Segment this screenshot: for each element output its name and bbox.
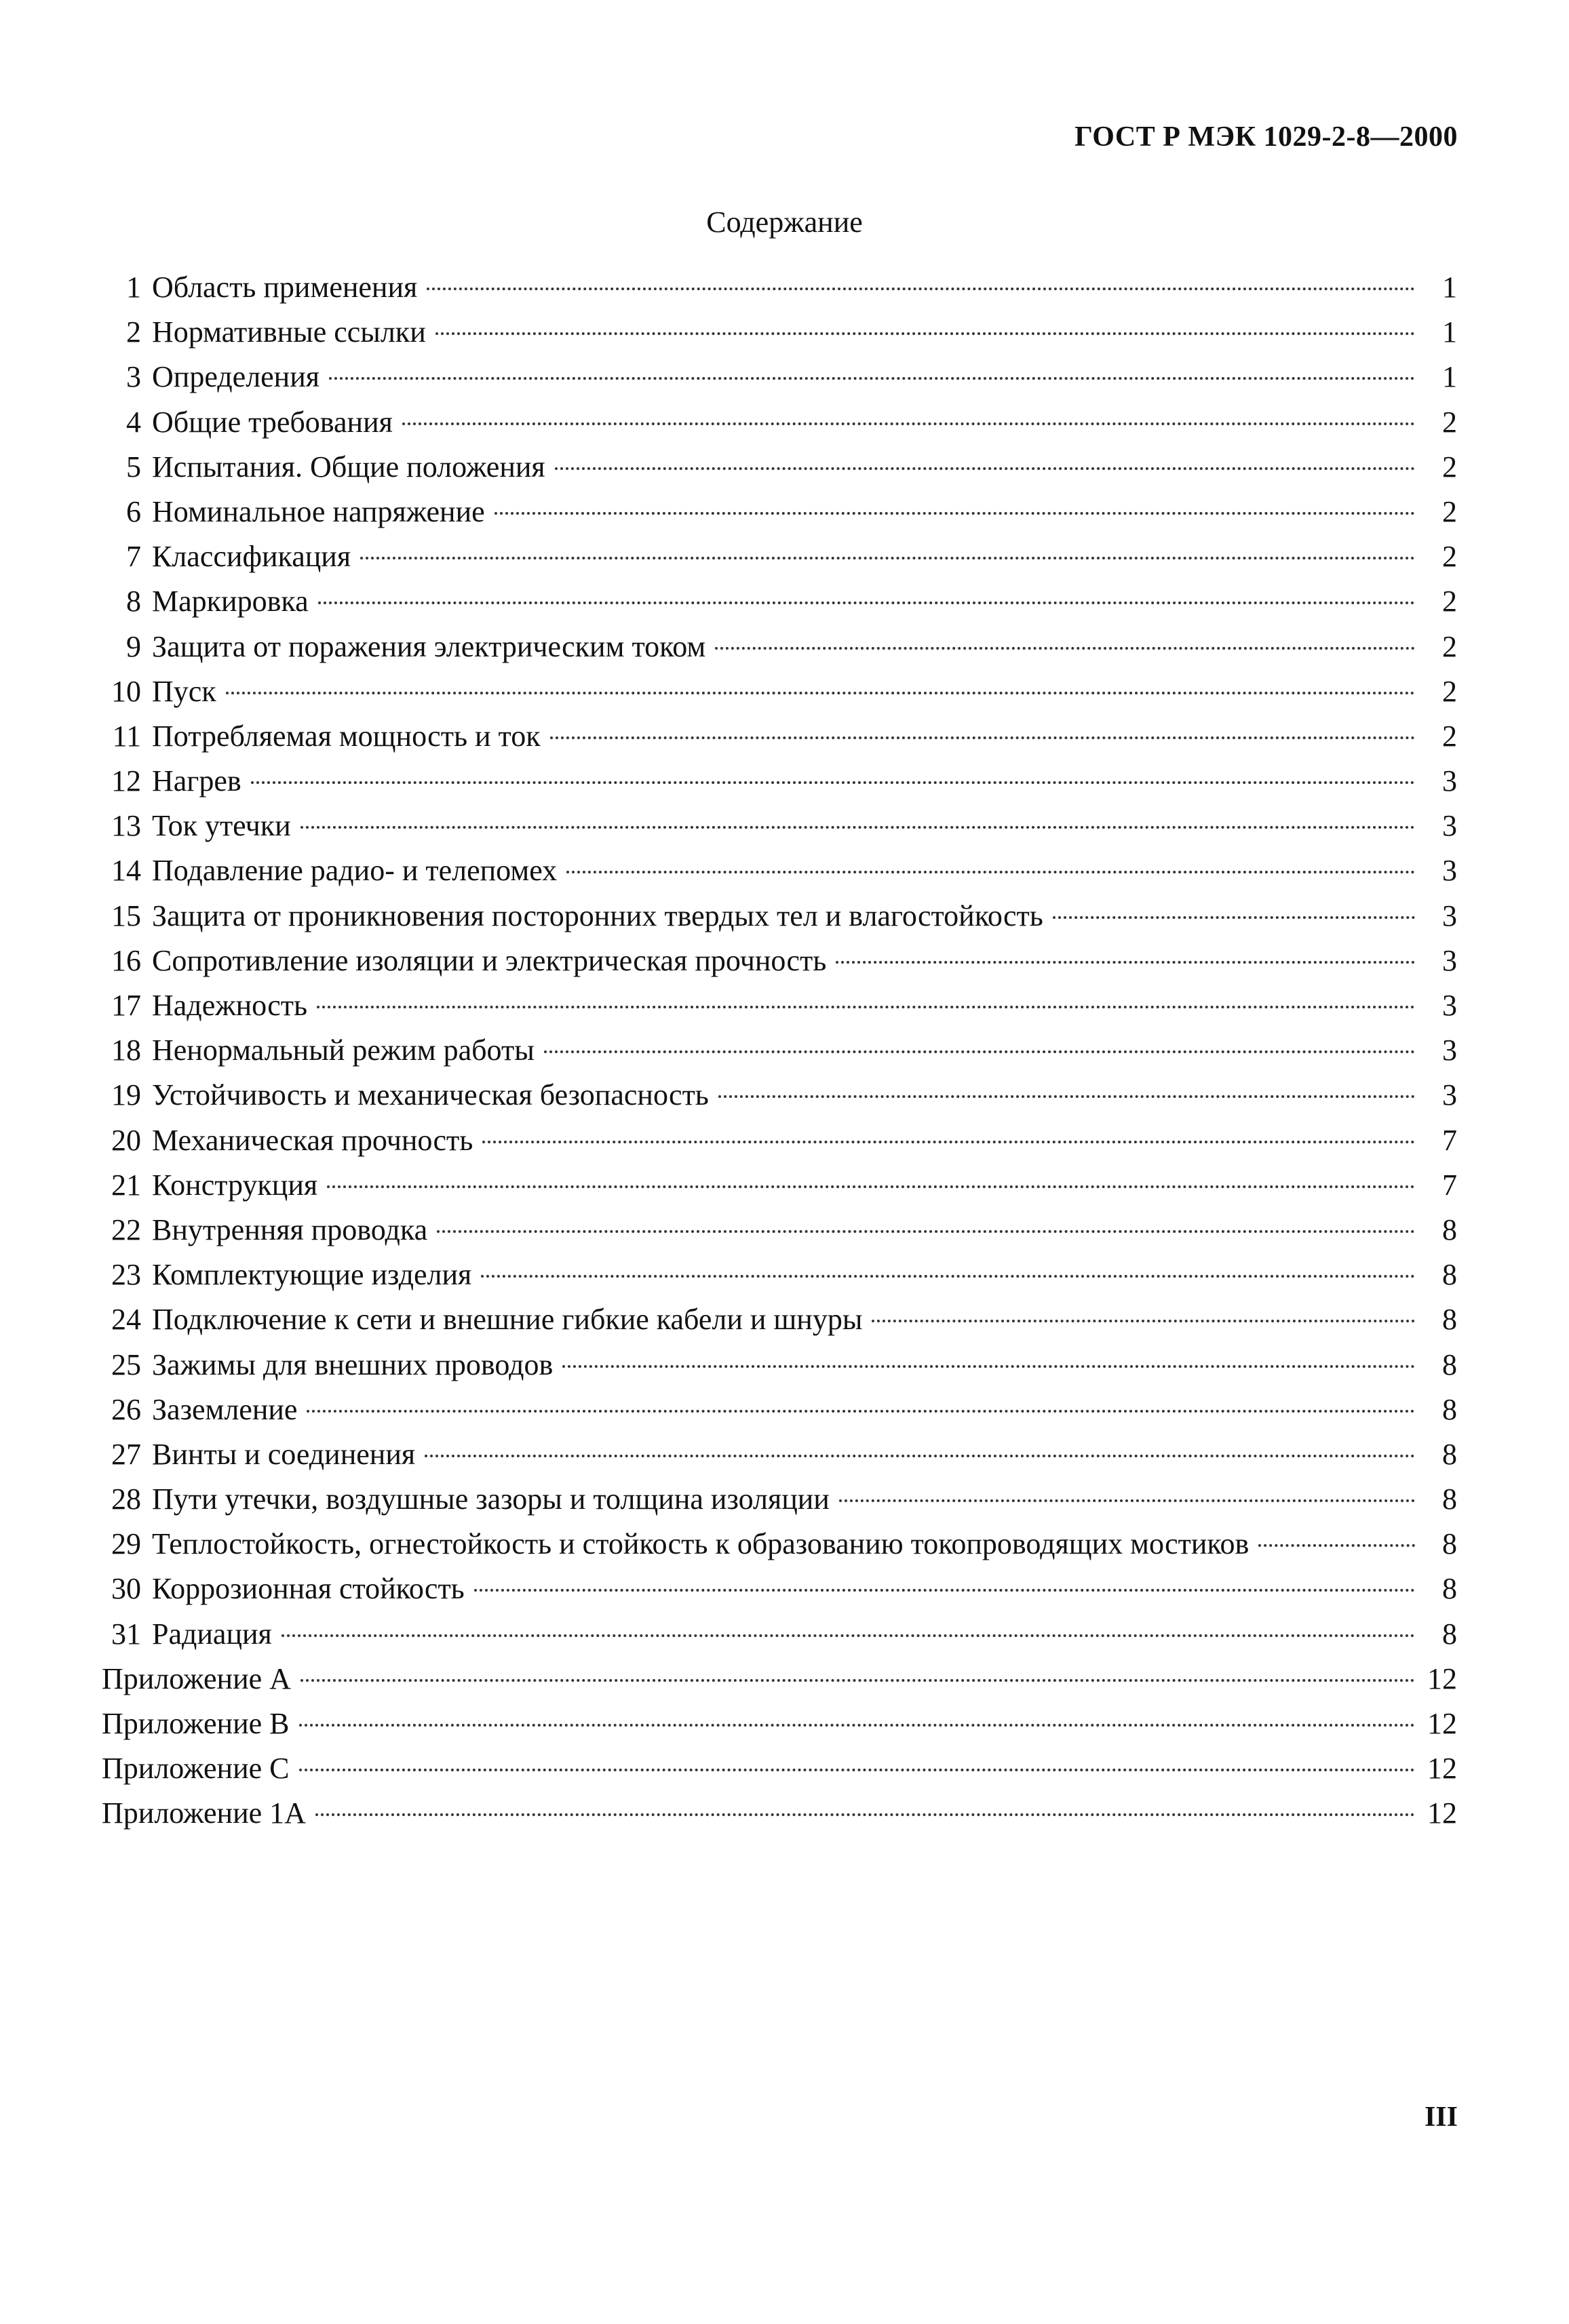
toc-entry-page: 2	[1442, 674, 1457, 708]
toc-entry-page: 8	[1442, 1303, 1457, 1337]
toc-entry	[102, 1661, 1457, 1706]
toc-entry-label: Заземление	[152, 1392, 298, 1426]
toc-entry	[102, 1751, 1457, 1796]
toc-entry-label: Ненормальный режим работы	[152, 1033, 535, 1067]
toc-entry-label: Приложение 1А	[102, 1796, 306, 1830]
toc-entry-number: 11	[112, 719, 141, 753]
toc-entry-number: 10	[111, 674, 141, 708]
toc-entry-page: 2	[1442, 719, 1457, 753]
dot-leader	[562, 1365, 1415, 1368]
toc-entry-page: 8	[1442, 1527, 1457, 1561]
toc-entry-page: 3	[1442, 764, 1457, 798]
toc-entry-page: 8	[1442, 1617, 1457, 1651]
toc-entry-number: 20	[111, 1123, 141, 1157]
toc-entry	[102, 1347, 1457, 1392]
toc-entry-number: 2	[126, 315, 141, 349]
toc-entry	[102, 899, 1457, 943]
dot-leader	[839, 1499, 1415, 1502]
toc-entry-label: Нормативные ссылки	[152, 315, 426, 349]
toc-entry-number: 22	[111, 1213, 141, 1246]
toc-entry-number: 21	[111, 1168, 141, 1202]
toc-entry-number: 27	[111, 1437, 141, 1471]
toc-entry-label: Надежность	[152, 989, 308, 1022]
toc-entry-number: 3	[126, 360, 141, 394]
toc-entry-label: Винты и соединения	[152, 1437, 416, 1471]
toc-entry	[102, 1482, 1457, 1527]
toc-entry-page: 3	[1442, 943, 1457, 977]
toc-entry	[102, 539, 1457, 584]
dot-leader	[402, 422, 1415, 425]
dot-leader	[872, 1320, 1415, 1322]
toc-entry-page: 7	[1442, 1123, 1457, 1157]
toc-entry-page: 12	[1427, 1752, 1457, 1786]
toc-entry-page: 8	[1442, 1213, 1457, 1246]
dot-leader	[317, 1006, 1415, 1008]
toc-entry-label: Определения	[152, 360, 320, 394]
toc-entry-label: Пуск	[152, 674, 216, 708]
toc-entry-label: Приложение В	[102, 1707, 290, 1740]
toc-entry-number: 17	[111, 989, 141, 1022]
toc-entry-page: 2	[1442, 585, 1457, 618]
toc-entry	[102, 315, 1457, 359]
toc-entry	[102, 1257, 1457, 1302]
toc-entry-number: 26	[111, 1392, 141, 1426]
dot-leader	[1053, 916, 1415, 919]
toc-entry-number: 7	[126, 540, 141, 574]
toc-entry-label: Приложение С	[102, 1752, 290, 1786]
toc-entry-page: 2	[1442, 629, 1457, 663]
page-number: III	[1424, 2102, 1458, 2133]
toc-entry-label: Внутренняя проводка	[152, 1213, 428, 1246]
dot-leader	[482, 1141, 1415, 1143]
toc-entry-page: 2	[1442, 450, 1457, 484]
dot-leader	[307, 1410, 1415, 1413]
toc-entry-label: Коррозионная стойкость	[152, 1572, 465, 1606]
toc-entry-number: 1	[126, 271, 141, 304]
toc-entry-page: 3	[1442, 1078, 1457, 1112]
dot-leader	[1258, 1544, 1415, 1547]
toc-entry-number: 31	[111, 1617, 141, 1651]
toc-entry-label: Приложение А	[102, 1661, 291, 1695]
dot-leader	[299, 1724, 1415, 1727]
toc-entry-number: 12	[111, 764, 141, 798]
toc-entry-label: Ток утечки	[152, 809, 291, 843]
toc-entry-label: Комплектующие изделия	[152, 1258, 472, 1292]
dot-leader	[481, 1275, 1415, 1278]
dot-leader	[836, 961, 1415, 964]
toc-entry-page: 3	[1442, 854, 1457, 888]
toc-entry-label: Пути утечки, воздушные зазоры и толщина изоляции	[152, 1482, 830, 1516]
dot-leader	[318, 602, 1415, 604]
toc-entry-label: Защита от проникновения посторонних твердых тел и влагостойкость	[152, 899, 1043, 932]
toc-entry	[102, 494, 1457, 539]
toc-entry	[102, 584, 1457, 629]
toc-entry-number: 30	[111, 1572, 141, 1606]
toc-entry-label: Нагрев	[152, 764, 241, 798]
toc-entry-label: Подавление радио- и телепомех	[152, 854, 558, 888]
toc-entry	[102, 1033, 1457, 1078]
dot-leader	[427, 288, 1415, 290]
toc-entry-label: Номинальное напряжение	[152, 494, 485, 528]
dot-leader	[282, 1634, 1415, 1637]
dot-leader	[495, 512, 1415, 515]
toc-entry-page: 2	[1442, 405, 1457, 439]
page-title: Содержание	[706, 205, 863, 239]
dot-leader	[435, 332, 1415, 335]
dot-leader	[251, 781, 1415, 784]
toc-entry-number: 8	[126, 585, 141, 618]
dot-leader	[566, 871, 1415, 873]
toc-entry-page: 8	[1442, 1482, 1457, 1516]
dot-leader	[425, 1455, 1415, 1457]
toc-entry-number: 23	[111, 1258, 141, 1292]
toc-entry-page: 3	[1442, 989, 1457, 1022]
toc-entry-page: 3	[1442, 809, 1457, 843]
document-header: ГОСТ Р МЭК 1029-2-8—2000	[1074, 121, 1458, 153]
toc-entry	[102, 1392, 1457, 1437]
toc-entry-number: 13	[111, 809, 141, 843]
toc-entry-page: 12	[1427, 1707, 1457, 1740]
toc-entry	[102, 405, 1457, 450]
toc-entry-label: Подключение к сети и внешние гибкие кабели и шнуры	[152, 1303, 863, 1337]
toc-entry	[102, 1796, 1457, 1840]
toc-entry-label: Классификация	[152, 540, 351, 574]
toc-entry-number: 24	[111, 1303, 141, 1337]
toc-entry	[102, 1571, 1457, 1616]
dot-leader	[301, 826, 1415, 829]
toc-entry	[102, 719, 1457, 764]
toc-entry-number: 6	[126, 494, 141, 528]
dot-leader	[226, 692, 1415, 694]
toc-entry-page: 8	[1442, 1347, 1457, 1381]
toc-entry-label: Испытания. Общие положения	[152, 450, 545, 484]
toc-entry	[102, 988, 1457, 1033]
toc-entry	[102, 674, 1457, 719]
toc-entry-page: 3	[1442, 899, 1457, 932]
dot-leader	[360, 557, 1415, 559]
toc-entry-label: Маркировка	[152, 585, 309, 618]
toc-entry-number: 19	[111, 1078, 141, 1112]
toc-entry-number: 5	[126, 450, 141, 484]
toc-entry-page: 1	[1442, 271, 1457, 304]
toc-entry-label: Устойчивость и механическая безопасность	[152, 1078, 709, 1112]
toc-entry-label: Общие требования	[152, 405, 393, 439]
toc-entry-page: 1	[1442, 315, 1457, 349]
toc-entry-label: Радиация	[152, 1617, 272, 1651]
toc-entry-label: Потребляемая мощность и ток	[152, 719, 541, 753]
toc-entry-page: 12	[1427, 1661, 1457, 1695]
toc-entry	[102, 450, 1457, 494]
toc-entry	[102, 808, 1457, 853]
toc-entry	[102, 270, 1457, 315]
toc-entry-page: 3	[1442, 1033, 1457, 1067]
toc-entry-page: 8	[1442, 1258, 1457, 1292]
toc-entry-page: 12	[1427, 1796, 1457, 1830]
toc-entry-page: 8	[1442, 1392, 1457, 1426]
toc-entry	[102, 1213, 1457, 1257]
toc-entry-page: 8	[1442, 1572, 1457, 1606]
dot-leader	[437, 1230, 1415, 1233]
toc-entry-page: 2	[1442, 540, 1457, 574]
toc-entry-label: Защита от поражения электрическим током	[152, 629, 706, 663]
toc-entry-label: Зажимы для внешних проводов	[152, 1347, 554, 1381]
toc-entry	[102, 1706, 1457, 1751]
toc-entry-label: Теплостойкость, огнестойкость и стойкость к образованию токопроводящих мостиков	[152, 1527, 1250, 1561]
dot-leader	[550, 736, 1415, 739]
dot-leader	[315, 1813, 1415, 1816]
toc-entry-number: 25	[111, 1347, 141, 1381]
toc-entry-page: 7	[1442, 1168, 1457, 1202]
dot-leader	[299, 1769, 1415, 1771]
table-of-contents	[102, 270, 1457, 1841]
toc-entry	[102, 1123, 1457, 1168]
toc-entry	[102, 1437, 1457, 1482]
toc-entry-page: 1	[1442, 360, 1457, 394]
dot-leader	[715, 647, 1415, 650]
dot-leader	[474, 1589, 1415, 1592]
dot-leader	[544, 1050, 1415, 1053]
dot-leader	[718, 1095, 1415, 1098]
toc-entry-number: 9	[126, 629, 141, 663]
toc-entry	[102, 1168, 1457, 1213]
toc-entry-label: Область применения	[152, 271, 418, 304]
toc-entry-label: Механическая прочность	[152, 1123, 473, 1157]
toc-entry	[102, 1527, 1457, 1571]
toc-entry	[102, 629, 1457, 674]
toc-entry-page: 8	[1442, 1437, 1457, 1471]
toc-entry-number: 14	[111, 854, 141, 888]
toc-entry	[102, 853, 1457, 898]
dot-leader	[301, 1679, 1415, 1682]
toc-entry	[102, 359, 1457, 404]
toc-entry-number: 29	[111, 1527, 141, 1561]
toc-entry-number: 15	[111, 899, 141, 932]
toc-entry	[102, 943, 1457, 988]
toc-entry	[102, 764, 1457, 808]
dot-leader	[327, 1185, 1415, 1188]
dot-leader	[329, 377, 1415, 380]
toc-entry	[102, 1078, 1457, 1122]
toc-entry-number: 18	[111, 1033, 141, 1067]
toc-entry-number: 16	[111, 943, 141, 977]
toc-entry	[102, 1302, 1457, 1347]
toc-entry	[102, 1617, 1457, 1661]
toc-entry-label: Сопротивление изоляции и электрическая прочность	[152, 943, 827, 977]
toc-entry-page: 2	[1442, 494, 1457, 528]
toc-entry-number: 28	[111, 1482, 141, 1516]
dot-leader	[555, 467, 1415, 470]
toc-entry-number: 4	[126, 405, 141, 439]
toc-entry-label: Конструкция	[152, 1168, 318, 1202]
